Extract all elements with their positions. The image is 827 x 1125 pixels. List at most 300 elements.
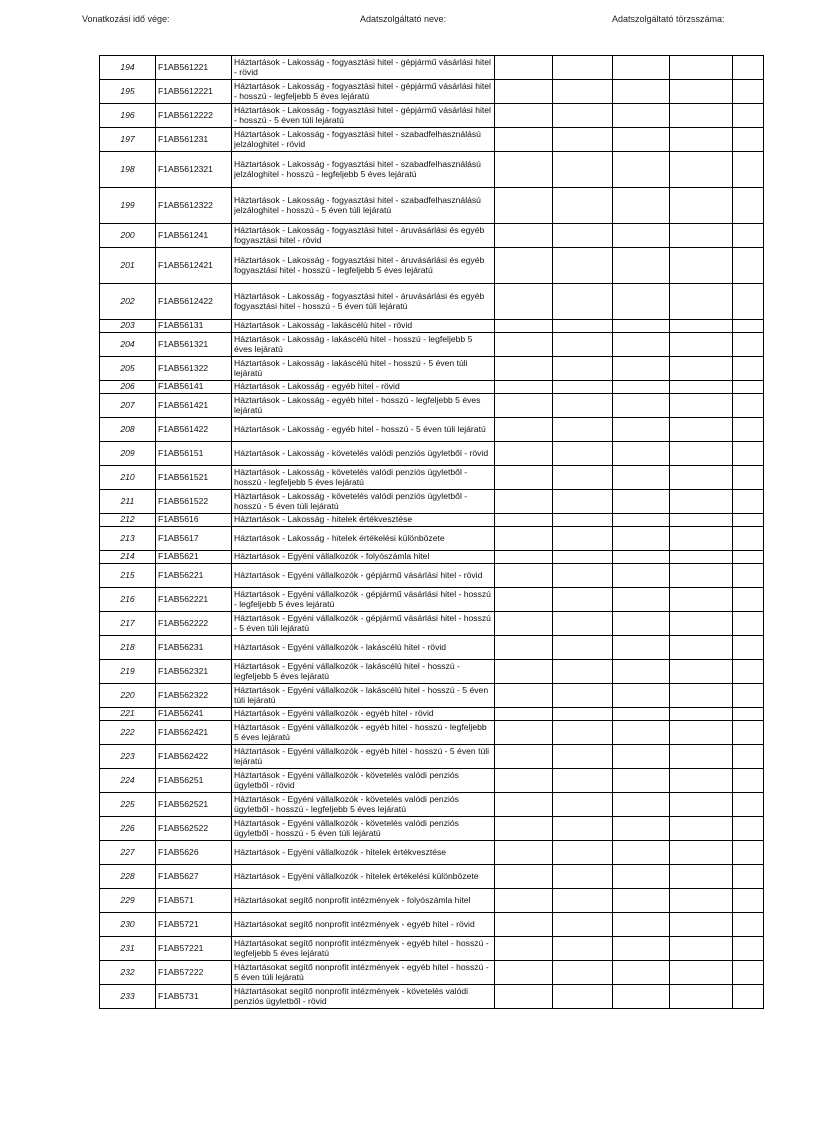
empty-value-cell[interactable] (613, 913, 670, 937)
empty-value-cell[interactable] (733, 817, 764, 841)
empty-value-cell[interactable] (613, 56, 670, 80)
empty-value-cell[interactable] (670, 418, 733, 442)
empty-value-cell[interactable] (495, 865, 553, 889)
empty-value-cell[interactable] (553, 418, 613, 442)
empty-value-cell[interactable] (553, 514, 613, 527)
empty-value-cell[interactable] (495, 708, 553, 721)
empty-value-cell[interactable] (733, 490, 764, 514)
empty-value-cell[interactable] (613, 284, 670, 320)
table-row (100, 224, 764, 248)
empty-value-cell[interactable] (733, 708, 764, 721)
row-number: 227 (100, 841, 156, 865)
empty-value-cell[interactable] (670, 152, 733, 188)
empty-value-cell[interactable] (613, 490, 670, 514)
table-row (100, 564, 764, 588)
empty-value-cell[interactable] (613, 128, 670, 152)
empty-value-cell[interactable] (495, 357, 553, 381)
row-number: 195 (100, 80, 156, 104)
empty-value-cell[interactable] (613, 588, 670, 612)
row-description: Háztartások - Lakosság - fogyasztási hitel - gépjármű vásárlási hitel - rövid (232, 56, 495, 80)
empty-value-cell[interactable] (553, 466, 613, 490)
empty-value-cell[interactable] (495, 985, 553, 1009)
row-code: F1AB5612221 (156, 80, 232, 104)
empty-value-cell[interactable] (733, 333, 764, 357)
empty-value-cell[interactable] (613, 466, 670, 490)
row-description: Háztartások - Lakosság - követelés valódi penziós ügyletből - rövid (232, 442, 495, 466)
empty-value-cell[interactable] (495, 224, 553, 248)
empty-value-cell[interactable] (733, 527, 764, 551)
empty-value-cell[interactable] (495, 188, 553, 224)
row-description: Háztartások - Lakosság - egyéb hitel - hosszú - legfeljebb 5 éves lejáratú (232, 394, 495, 418)
row-description: Háztartások - Lakosság - fogyasztási hitel - áruvásárlási és egyéb fogyasztási hitel - hosszú - legfeljebb 5 éves lejáratú (232, 248, 495, 284)
row-description: Háztartások - Lakosság - követelés valódi penziós ügyletből - hosszú - legfeljebb 5 éves lejáratú (232, 466, 495, 490)
empty-value-cell[interactable] (733, 442, 764, 466)
empty-value-cell[interactable] (733, 56, 764, 80)
empty-value-cell[interactable] (670, 104, 733, 128)
table-row (100, 514, 764, 527)
empty-value-cell[interactable] (670, 913, 733, 937)
row-code: F1AB5616 (156, 514, 232, 527)
empty-value-cell[interactable] (670, 865, 733, 889)
empty-value-cell[interactable] (670, 817, 733, 841)
row-description: Háztartások - Lakosság - fogyasztási hitel - szabadfelhasználású jelzáloghitel - hosszú - 5 éven túli lejáratú (232, 188, 495, 224)
empty-value-cell[interactable] (495, 248, 553, 284)
table-row (100, 128, 764, 152)
empty-value-cell[interactable] (733, 188, 764, 224)
row-number: 201 (100, 248, 156, 284)
empty-value-cell[interactable] (613, 817, 670, 841)
empty-value-cell[interactable] (670, 248, 733, 284)
row-number: 210 (100, 466, 156, 490)
empty-value-cell[interactable] (553, 527, 613, 551)
empty-value-cell[interactable] (670, 394, 733, 418)
table-body (100, 56, 764, 1009)
table-row (100, 961, 764, 985)
table-row (100, 985, 764, 1009)
empty-value-cell[interactable] (613, 564, 670, 588)
row-code: F1AB561422 (156, 418, 232, 442)
empty-value-cell[interactable] (553, 152, 613, 188)
empty-value-cell[interactable] (733, 684, 764, 708)
empty-value-cell[interactable] (613, 418, 670, 442)
empty-value-cell[interactable] (495, 588, 553, 612)
empty-value-cell[interactable] (670, 889, 733, 913)
empty-value-cell[interactable] (553, 841, 613, 865)
row-description: Háztartások - Lakosság - lakáscélú hitel - hosszú - 5 éven túli lejáratú (232, 357, 495, 381)
empty-value-cell[interactable] (495, 514, 553, 527)
row-number: 233 (100, 985, 156, 1009)
empty-value-cell[interactable] (613, 224, 670, 248)
empty-value-cell[interactable] (613, 889, 670, 913)
empty-value-cell[interactable] (553, 708, 613, 721)
row-code: F1AB5612421 (156, 248, 232, 284)
empty-value-cell[interactable] (495, 817, 553, 841)
empty-value-cell[interactable] (670, 381, 733, 394)
empty-value-cell[interactable] (553, 333, 613, 357)
empty-value-cell[interactable] (670, 224, 733, 248)
row-description: Háztartások - Egyéni vállalkozók - egyéb hitel - hosszú - legfeljebb 5 éves lejáratú (232, 721, 495, 745)
row-number: 217 (100, 612, 156, 636)
table-row (100, 913, 764, 937)
empty-value-cell[interactable] (495, 684, 553, 708)
empty-value-cell[interactable] (553, 636, 613, 660)
row-code: F1AB5626 (156, 841, 232, 865)
empty-value-cell[interactable] (495, 660, 553, 684)
empty-value-cell[interactable] (670, 564, 733, 588)
empty-value-cell[interactable] (553, 793, 613, 817)
table-row (100, 636, 764, 660)
row-number: 230 (100, 913, 156, 937)
empty-value-cell[interactable] (733, 80, 764, 104)
empty-value-cell[interactable] (613, 985, 670, 1009)
row-description: Háztartások - Egyéni vállalkozók - egyéb hitel - rövid (232, 708, 495, 721)
empty-value-cell[interactable] (613, 188, 670, 224)
row-number: 197 (100, 128, 156, 152)
empty-value-cell[interactable] (495, 128, 553, 152)
row-code: F1AB5627 (156, 865, 232, 889)
row-number: 207 (100, 394, 156, 418)
empty-value-cell[interactable] (495, 333, 553, 357)
empty-value-cell[interactable] (553, 357, 613, 381)
row-description: Háztartások - Lakosság - egyéb hitel - hosszú - 5 éven túli lejáratú (232, 418, 495, 442)
empty-value-cell[interactable] (495, 721, 553, 745)
row-description: Háztartások - Egyéni vállalkozók - követelés valódi penziós ügyletből - hosszú - legfeljebb 5 éves lejáratú (232, 793, 495, 817)
row-code: F1AB5612222 (156, 104, 232, 128)
empty-value-cell[interactable] (733, 636, 764, 660)
empty-value-cell[interactable] (670, 841, 733, 865)
empty-value-cell[interactable] (495, 564, 553, 588)
empty-value-cell[interactable] (733, 104, 764, 128)
row-number: 228 (100, 865, 156, 889)
provider-id-label: Adatszolgáltató törzsszáma: (612, 14, 725, 24)
empty-value-cell[interactable] (495, 913, 553, 937)
empty-value-cell[interactable] (670, 128, 733, 152)
row-code: F1AB562522 (156, 817, 232, 841)
row-number: 222 (100, 721, 156, 745)
empty-value-cell[interactable] (613, 708, 670, 721)
empty-value-cell[interactable] (733, 514, 764, 527)
empty-value-cell[interactable] (733, 865, 764, 889)
empty-value-cell[interactable] (613, 394, 670, 418)
empty-value-cell[interactable] (613, 937, 670, 961)
empty-value-cell[interactable] (495, 841, 553, 865)
row-code: F1AB561522 (156, 490, 232, 514)
empty-value-cell[interactable] (670, 937, 733, 961)
table-row (100, 889, 764, 913)
row-description: Háztartások - Egyéni vállalkozók - hitelek értékelési különbözete (232, 865, 495, 889)
empty-value-cell[interactable] (733, 357, 764, 381)
empty-value-cell[interactable] (613, 684, 670, 708)
period-end-label: Vonatkozási idő vége: (82, 14, 170, 24)
empty-value-cell[interactable] (733, 985, 764, 1009)
row-description: Háztartások - Lakosság - fogyasztási hitel - gépjármű vásárlási hitel - hosszú - legfeljebb 5 éves lejáratú (232, 80, 495, 104)
empty-value-cell[interactable] (733, 551, 764, 564)
row-code: F1AB562422 (156, 745, 232, 769)
row-description: Háztartások - Egyéni vállalkozók - gépjármű vásárlási hitel - rövid (232, 564, 495, 588)
empty-value-cell[interactable] (733, 588, 764, 612)
empty-value-cell[interactable] (733, 937, 764, 961)
empty-value-cell[interactable] (495, 889, 553, 913)
empty-value-cell[interactable] (733, 394, 764, 418)
empty-value-cell[interactable] (733, 889, 764, 913)
empty-value-cell[interactable] (613, 660, 670, 684)
empty-value-cell[interactable] (495, 284, 553, 320)
empty-value-cell[interactable] (495, 466, 553, 490)
row-description: Háztartások - Lakosság - fogyasztási hitel - gépjármű vásárlási hitel - hosszú - 5 éven túli lejáratú (232, 104, 495, 128)
row-description: Háztartások - Egyéni vállalkozók - gépjármű vásárlási hitel - hosszú - legfeljebb 5 éves lejáratú (232, 588, 495, 612)
empty-value-cell[interactable] (553, 721, 613, 745)
table-row (100, 612, 764, 636)
row-description: Háztartások - Lakosság - lakáscélú hitel - rövid (232, 320, 495, 333)
row-code: F1AB5612321 (156, 152, 232, 188)
empty-value-cell[interactable] (670, 284, 733, 320)
empty-value-cell[interactable] (553, 817, 613, 841)
empty-value-cell[interactable] (670, 514, 733, 527)
empty-value-cell[interactable] (670, 684, 733, 708)
empty-value-cell[interactable] (613, 636, 670, 660)
empty-value-cell[interactable] (670, 636, 733, 660)
empty-value-cell[interactable] (670, 793, 733, 817)
empty-value-cell[interactable] (553, 985, 613, 1009)
empty-value-cell[interactable] (553, 769, 613, 793)
empty-value-cell[interactable] (670, 466, 733, 490)
row-code: F1AB561231 (156, 128, 232, 152)
empty-value-cell[interactable] (553, 248, 613, 284)
empty-value-cell[interactable] (670, 769, 733, 793)
table-row (100, 527, 764, 551)
empty-value-cell[interactable] (733, 248, 764, 284)
empty-value-cell[interactable] (495, 961, 553, 985)
empty-value-cell[interactable] (553, 394, 613, 418)
row-number: 212 (100, 514, 156, 527)
empty-value-cell[interactable] (733, 152, 764, 188)
table-row (100, 80, 764, 104)
empty-value-cell[interactable] (553, 104, 613, 128)
table-row (100, 284, 764, 320)
empty-value-cell[interactable] (553, 564, 613, 588)
empty-value-cell[interactable] (670, 442, 733, 466)
row-description: Háztartások - Egyéni vállalkozók - követelés valódi penziós ügyletből - hosszú - 5 éven túli lejáratú (232, 817, 495, 841)
empty-value-cell[interactable] (670, 357, 733, 381)
empty-value-cell[interactable] (495, 793, 553, 817)
empty-value-cell[interactable] (733, 961, 764, 985)
empty-value-cell[interactable] (733, 564, 764, 588)
provider-name-label: Adatszolgáltató neve: (360, 14, 447, 24)
table-row (100, 588, 764, 612)
empty-value-cell[interactable] (553, 588, 613, 612)
empty-value-cell[interactable] (495, 490, 553, 514)
empty-value-cell[interactable] (553, 80, 613, 104)
empty-value-cell[interactable] (613, 612, 670, 636)
empty-value-cell[interactable] (670, 708, 733, 721)
empty-value-cell[interactable] (553, 284, 613, 320)
empty-value-cell[interactable] (670, 333, 733, 357)
empty-value-cell[interactable] (553, 442, 613, 466)
empty-value-cell[interactable] (733, 128, 764, 152)
table-row (100, 865, 764, 889)
row-description: Háztartások - Egyéni vállalkozók - követelés valódi penziós ügyletből - rövid (232, 769, 495, 793)
row-number: 211 (100, 490, 156, 514)
empty-value-cell[interactable] (495, 80, 553, 104)
empty-value-cell[interactable] (613, 333, 670, 357)
empty-value-cell[interactable] (670, 80, 733, 104)
empty-value-cell[interactable] (670, 745, 733, 769)
table-row (100, 721, 764, 745)
empty-value-cell[interactable] (495, 56, 553, 80)
empty-value-cell[interactable] (613, 961, 670, 985)
empty-value-cell[interactable] (553, 889, 613, 913)
row-description: Háztartásokat segítő nonprofit intézmények - követelés valódi penziós ügyletből - rövid (232, 985, 495, 1009)
empty-value-cell[interactable] (670, 588, 733, 612)
row-description: Háztartások - Lakosság - fogyasztási hitel - áruvásárlási és egyéb fogyasztási hitel - hosszú - 5 éven túli lejáratú (232, 284, 495, 320)
row-number: 196 (100, 104, 156, 128)
empty-value-cell[interactable] (733, 320, 764, 333)
empty-value-cell[interactable] (495, 381, 553, 394)
empty-value-cell[interactable] (495, 320, 553, 333)
empty-value-cell[interactable] (613, 514, 670, 527)
empty-value-cell[interactable] (733, 721, 764, 745)
row-number: 219 (100, 660, 156, 684)
row-number: 223 (100, 745, 156, 769)
empty-value-cell[interactable] (553, 961, 613, 985)
empty-value-cell[interactable] (733, 224, 764, 248)
empty-value-cell[interactable] (613, 381, 670, 394)
empty-value-cell[interactable] (495, 152, 553, 188)
row-code: F1AB57222 (156, 961, 232, 985)
row-description: Háztartásokat segítő nonprofit intézmények - folyószámla hitel (232, 889, 495, 913)
empty-value-cell[interactable] (613, 865, 670, 889)
row-number: 194 (100, 56, 156, 80)
row-description: Háztartások - Lakosság - fogyasztási hitel - szabadfelhasználású jelzáloghitel - rövid (232, 128, 495, 152)
empty-value-cell[interactable] (670, 961, 733, 985)
empty-value-cell[interactable] (733, 466, 764, 490)
empty-value-cell[interactable] (733, 793, 764, 817)
empty-value-cell[interactable] (670, 490, 733, 514)
empty-value-cell[interactable] (733, 381, 764, 394)
empty-value-cell[interactable] (613, 769, 670, 793)
empty-value-cell[interactable] (733, 284, 764, 320)
empty-value-cell[interactable] (733, 660, 764, 684)
empty-value-cell[interactable] (733, 769, 764, 793)
table-row (100, 937, 764, 961)
empty-value-cell[interactable] (733, 612, 764, 636)
empty-value-cell[interactable] (495, 769, 553, 793)
row-number: 224 (100, 769, 156, 793)
row-code: F1AB562321 (156, 660, 232, 684)
empty-value-cell[interactable] (670, 56, 733, 80)
empty-value-cell[interactable] (670, 660, 733, 684)
empty-value-cell[interactable] (733, 913, 764, 937)
row-number: 206 (100, 381, 156, 394)
empty-value-cell[interactable] (495, 394, 553, 418)
row-description: Háztartások - Lakosság - fogyasztási hitel - áruvásárlási és egyéb fogyasztási hitel - rövid (232, 224, 495, 248)
empty-value-cell[interactable] (670, 612, 733, 636)
row-number: 215 (100, 564, 156, 588)
table-row (100, 188, 764, 224)
empty-value-cell[interactable] (613, 442, 670, 466)
empty-value-cell[interactable] (553, 56, 613, 80)
empty-value-cell[interactable] (733, 418, 764, 442)
empty-value-cell[interactable] (613, 80, 670, 104)
empty-value-cell[interactable] (613, 248, 670, 284)
empty-value-cell[interactable] (495, 104, 553, 128)
empty-value-cell[interactable] (670, 320, 733, 333)
row-code: F1AB561321 (156, 333, 232, 357)
row-description: Háztartások - Lakosság - egyéb hitel - rövid (232, 381, 495, 394)
empty-value-cell[interactable] (495, 937, 553, 961)
row-number: 199 (100, 188, 156, 224)
empty-value-cell[interactable] (613, 152, 670, 188)
empty-value-cell[interactable] (553, 913, 613, 937)
empty-value-cell[interactable] (670, 188, 733, 224)
row-number: 216 (100, 588, 156, 612)
empty-value-cell[interactable] (553, 188, 613, 224)
empty-value-cell[interactable] (670, 527, 733, 551)
empty-value-cell[interactable] (613, 357, 670, 381)
empty-value-cell[interactable] (495, 612, 553, 636)
row-description: Háztartások - Egyéni vállalkozók - egyéb hitel - hosszú - 5 éven túli lejáratú (232, 745, 495, 769)
row-description: Háztartások - Egyéni vállalkozók - hitelek értékvesztése (232, 841, 495, 865)
row-number: 198 (100, 152, 156, 188)
empty-value-cell[interactable] (733, 841, 764, 865)
empty-value-cell[interactable] (553, 551, 613, 564)
table-row (100, 152, 764, 188)
row-description: Háztartások - Egyéni vállalkozók - folyószámla hitel (232, 551, 495, 564)
empty-value-cell[interactable] (613, 745, 670, 769)
empty-value-cell[interactable] (613, 793, 670, 817)
empty-value-cell[interactable] (553, 490, 613, 514)
row-code: F1AB56231 (156, 636, 232, 660)
row-number: 204 (100, 333, 156, 357)
empty-value-cell[interactable] (495, 418, 553, 442)
table-row (100, 418, 764, 442)
empty-value-cell[interactable] (495, 527, 553, 551)
empty-value-cell[interactable] (553, 937, 613, 961)
empty-value-cell[interactable] (495, 745, 553, 769)
row-number: 209 (100, 442, 156, 466)
empty-value-cell[interactable] (670, 985, 733, 1009)
empty-value-cell[interactable] (670, 721, 733, 745)
empty-value-cell[interactable] (613, 721, 670, 745)
empty-value-cell[interactable] (613, 551, 670, 564)
row-number: 203 (100, 320, 156, 333)
empty-value-cell[interactable] (613, 527, 670, 551)
empty-value-cell[interactable] (553, 381, 613, 394)
row-code: F1AB562222 (156, 612, 232, 636)
table-row (100, 551, 764, 564)
empty-value-cell[interactable] (670, 551, 733, 564)
empty-value-cell[interactable] (553, 684, 613, 708)
row-code: F1AB571 (156, 889, 232, 913)
empty-value-cell[interactable] (553, 660, 613, 684)
empty-value-cell[interactable] (495, 551, 553, 564)
empty-value-cell[interactable] (553, 745, 613, 769)
empty-value-cell[interactable] (553, 320, 613, 333)
row-code: F1AB5617 (156, 527, 232, 551)
empty-value-cell[interactable] (613, 104, 670, 128)
row-code: F1AB561322 (156, 357, 232, 381)
empty-value-cell[interactable] (553, 224, 613, 248)
empty-value-cell[interactable] (495, 636, 553, 660)
empty-value-cell[interactable] (495, 442, 553, 466)
empty-value-cell[interactable] (553, 612, 613, 636)
empty-value-cell[interactable] (553, 128, 613, 152)
empty-value-cell[interactable] (553, 865, 613, 889)
table-row (100, 56, 764, 80)
empty-value-cell[interactable] (613, 841, 670, 865)
empty-value-cell[interactable] (733, 745, 764, 769)
empty-value-cell[interactable] (613, 320, 670, 333)
